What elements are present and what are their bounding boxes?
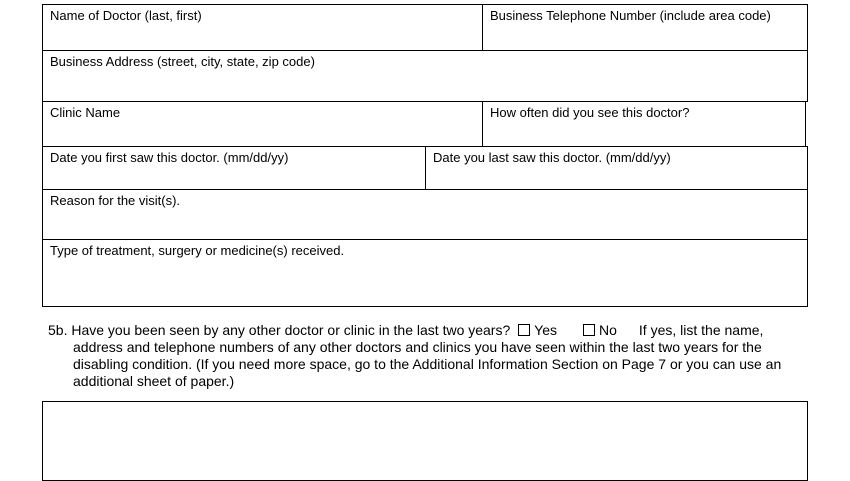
question-5b-instruction-start: If yes, list the name, [638, 322, 764, 338]
last-visit-date-label: Date you last saw this doctor. (mm/dd/yy) [433, 150, 671, 165]
visit-frequency-label: How often did you see this doctor? [490, 105, 690, 120]
no-checkbox[interactable] [583, 324, 595, 336]
no-label: No [599, 322, 617, 338]
yes-option[interactable] [514, 322, 557, 338]
question-5b [48, 322, 818, 390]
treatment-field[interactable] [42, 239, 808, 307]
business-phone-field[interactable] [482, 4, 808, 51]
no-option[interactable] [579, 322, 617, 338]
question-5b-line2: address and telephone numbers of any other doctors and clinics you have seen within the last two years for the [73, 339, 762, 355]
business-phone-label: Business Telephone Number (include area code) [490, 8, 771, 23]
clinic-name-field[interactable] [42, 101, 483, 147]
yes-label: Yes [534, 322, 557, 338]
question-5b-line4: additional sheet of paper.) [73, 373, 235, 389]
treatment-label: Type of treatment, surgery or medicine(s) received. [50, 243, 345, 258]
question-5b-line3: disabling condition. (If you need more space, go to the Additional Information Section on Page 7 or you can use an [73, 356, 782, 372]
doctor-name-field[interactable] [42, 4, 483, 51]
question-5b-line1 [48, 322, 818, 339]
last-visit-date-field[interactable] [425, 146, 808, 190]
business-address-label: Business Address (street, city, state, zip code) [50, 54, 315, 69]
doctor-name-label: Name of Doctor (last, first) [50, 8, 202, 23]
business-address-field[interactable] [42, 50, 808, 102]
visit-reason-label: Reason for the visit(s). [50, 193, 181, 208]
question-5b-prefix: 5b. Have you been seen by any other doctor or clinic in the last two years? [48, 322, 511, 338]
first-visit-date-label: Date you first saw this doctor. (mm/dd/yy) [50, 150, 289, 165]
visit-frequency-field[interactable] [482, 101, 806, 147]
visit-reason-field[interactable] [42, 189, 808, 240]
yes-checkbox[interactable] [518, 324, 530, 336]
clinic-name-label: Clinic Name [50, 105, 121, 120]
first-visit-date-field[interactable] [42, 146, 426, 190]
other-doctors-answer-field[interactable] [42, 401, 808, 481]
